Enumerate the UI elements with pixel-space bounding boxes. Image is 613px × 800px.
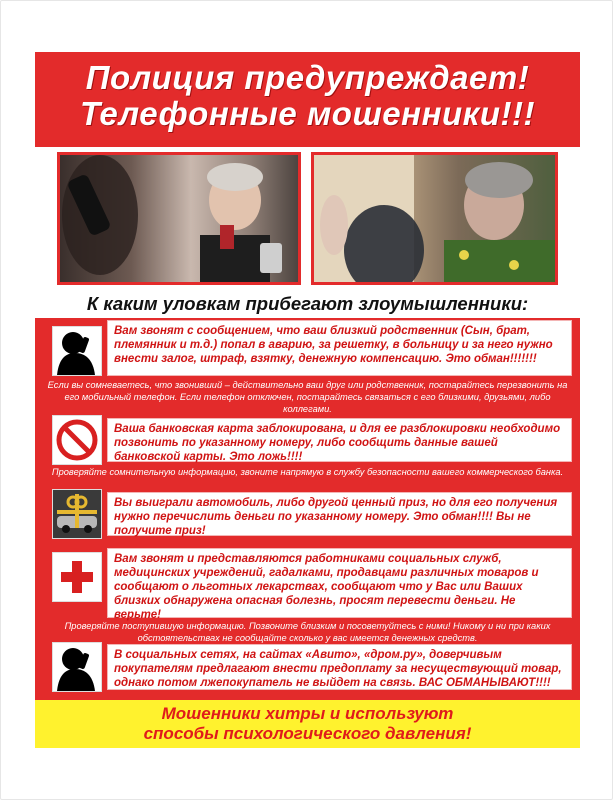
warning-poster: [35, 52, 580, 748]
scam-item-1: [35, 320, 580, 412]
scam-item-5-text: В социальных сетях, на сайтах «Авито», «дром.ру», доверчивым покупателям предлагают внести предоплату за несуществующий товар, однако потом лжепокупатель не выйдет на связь. ВАС ОБМАНЫВАЮТ!!!!: [107, 644, 572, 690]
photo-strip: [35, 147, 580, 290]
scam-item-4-note: Проверяйте поступившую информацию. Позвоните близким и посоветуйтесь с ними! Никому и ни при каких обстоятельствах не сообщайте сколько у вас имеется денежных средств.: [64, 621, 551, 643]
scam-item-4: [35, 548, 580, 643]
scam-item-3-text: Вы выиграли автомобиль, либо другой ценный приз, но для его получения нужно перечислить деньги по указанному номеру. Это обман!!!! Вы не получите приз!: [107, 492, 572, 536]
person-phone-silhouette-icon: [52, 326, 102, 376]
scam-item-4-text: Вам звонят и представляются работниками социальных служб, медицинских учреждений, гадалками, продавцами различных товаров и сообщают о льготных лекарствах, сообщают что у Вас или Ваших близких обнаружена опасная болезнь, просят перевести деньги. Не верьте!: [107, 548, 572, 618]
scam-item-2-note: Проверяйте сомнительную информацию, звоните напрямую в службу безопасности вашего коммерческого банка.: [51, 467, 564, 477]
person-phone-silhouette-icon: [52, 642, 102, 692]
title-line-2: Телефонные мошенники!!!: [79, 95, 536, 132]
scam-item-1-note: Если вы сомневаетесь, что звонивший – действительно ваш друг или родственник, постарайтесь перезвонить на его мобильный телефон. Если телефон отключен, постарайтесь связаться с его близкими, друзьями, либо коллегами.: [47, 380, 568, 414]
poster-title: [35, 60, 580, 132]
gift-car-icon: [52, 489, 102, 539]
scam-item-2-text: Ваша банковская карта заблокирована, и для ее разблокировки необходимо позвонить по указанному номеру, либо сообщить данные вашей банковской карты. Это ложь!!!!: [107, 418, 572, 462]
bottom-banner: [35, 700, 580, 748]
scam-item-1-text: Вам звонят с сообщением, что ваш близкий родственник (Сын, брат, племянник и т.д.) попал в аварию, за решетку, в больницу и за него нужно внести залог, штраф, взятку, денежную компенсацию. Это обман!!!!!!!: [107, 320, 572, 376]
bottom-line-1: Мошенники хитры и используют: [161, 704, 454, 723]
red-cross-icon: [52, 552, 102, 602]
photo-elderly-woman-phone: [57, 152, 301, 285]
bottom-line-2: способы психологического давления!: [143, 724, 472, 743]
poster-subtitle: К каким уловкам прибегают злоумышленники:: [35, 290, 580, 318]
scam-item-3: [35, 488, 580, 540]
title-line-1: Полиция предупреждает!: [85, 59, 530, 96]
scam-item-5: [35, 640, 580, 696]
prohibited-icon: [52, 415, 102, 465]
photo-distressed-woman: [311, 152, 558, 285]
scam-item-2: [35, 414, 580, 484]
